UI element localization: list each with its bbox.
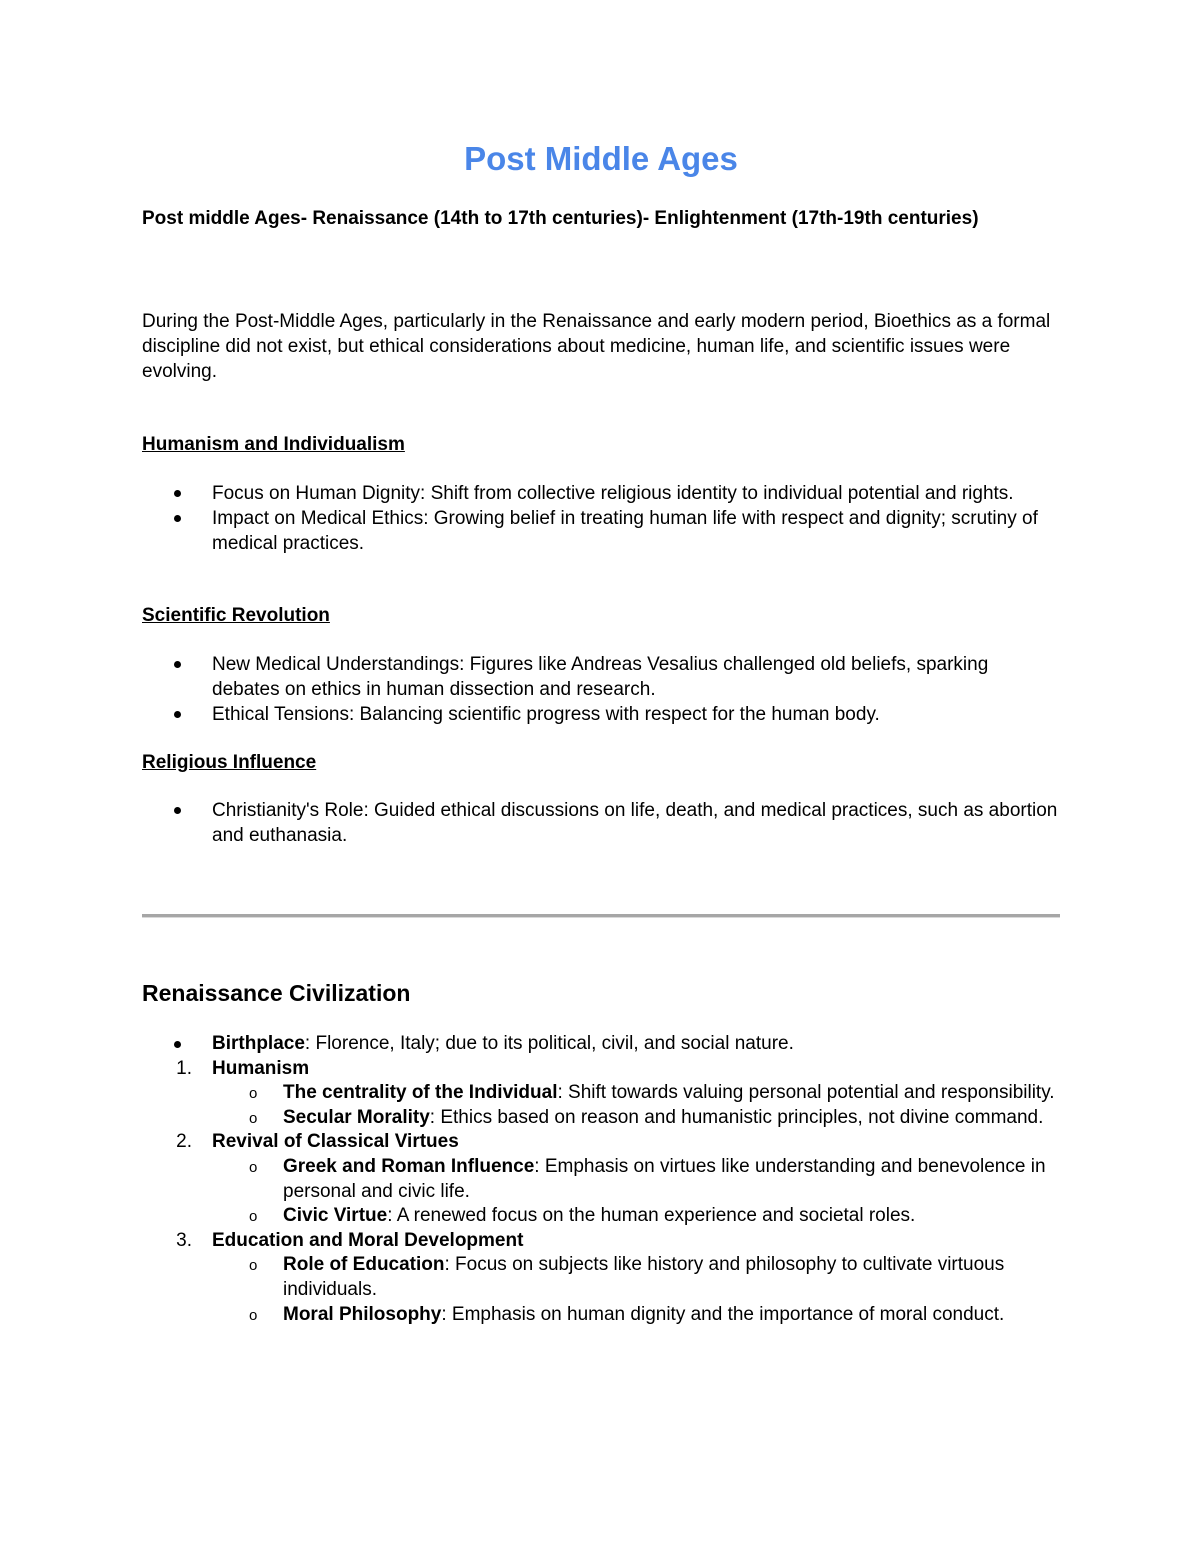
- numbered-item: [142, 1229, 1060, 1254]
- sub-list-item: [142, 1155, 1060, 1204]
- term-description: : Focus on subjects like history and philosophy to cultivate virtuous individuals.: [283, 1254, 1005, 1300]
- list-item-birthplace: [142, 1032, 1060, 1057]
- circle-bullet-icon: o: [249, 1109, 258, 1127]
- section-heading-scientific-revolution: Scientific Revolution: [142, 605, 330, 626]
- numbered-item: [142, 1057, 1060, 1082]
- bullet-icon: [174, 661, 181, 668]
- term-description: : A renewed focus on the human experience and societal roles.: [387, 1205, 916, 1227]
- list-number: 3.: [176, 1229, 192, 1251]
- sub-list-item: [142, 1081, 1060, 1106]
- term-label: Moral Philosophy: [283, 1303, 442, 1325]
- numbered-item-title: Humanism: [212, 1057, 310, 1079]
- intro-paragraph: During the Post-Middle Ages, particularly in the Renaissance and early modern period, Bioethics as a formal discipline did not exist, but ethical considerations about medicine, human life, and scientific issues were evolving.: [142, 311, 1051, 382]
- bullet-icon: [174, 807, 181, 814]
- sub-list-item: [142, 1303, 1060, 1328]
- sub-list-item: [142, 1204, 1060, 1229]
- list-number: 2.: [176, 1131, 192, 1153]
- section-heading-humanism: Humanism and Individualism: [142, 434, 405, 455]
- term-label: Role of Education: [283, 1254, 445, 1276]
- numbered-item-title: Revival of Classical Virtues: [212, 1131, 459, 1153]
- list-number: 1.: [176, 1057, 192, 1079]
- term-description: : Ethics based on reason and humanistic principles, not divine command.: [429, 1106, 1044, 1128]
- circle-bullet-icon: o: [249, 1158, 258, 1176]
- list-item: [142, 506, 1060, 556]
- term-label: Greek and Roman Influence: [283, 1155, 535, 1177]
- list-item-text: Ethical Tensions: Balancing scientific progress with respect for the human body.: [212, 704, 880, 725]
- term-label: Secular Morality: [283, 1106, 430, 1128]
- circle-bullet-icon: o: [249, 1085, 258, 1103]
- page-subtitle: Post middle Ages- Renaissance (14th to 17th centuries)- Enlightenment (17th-19th centuries): [142, 208, 979, 229]
- numbered-item-title: Education and Moral Development: [212, 1229, 524, 1251]
- sub-list-item: [142, 1106, 1060, 1131]
- list-item-text: Focus on Human Dignity: Shift from collective religious identity to individual potential and rights.: [212, 483, 1014, 504]
- bullet-icon: [174, 1041, 181, 1048]
- section-heading-renaissance-civilization: Renaissance Civilization: [142, 980, 411, 1006]
- term-label: Birthplace: [212, 1033, 305, 1054]
- term-description: : Emphasis on virtues like understanding and benevolence in personal and civic life.: [283, 1155, 1046, 1202]
- scientific-revolution-bullet-list: [142, 652, 1060, 727]
- religious-influence-bullet-list: [142, 798, 1060, 848]
- list-item-text: Christianity's Role: Guided ethical discussions on life, death, and medical practices, such as abortion and euthanasia.: [212, 800, 1058, 846]
- list-item-text: Impact on Medical Ethics: Growing belief in treating human life with respect and dignity; scrutiny of medical practices.: [212, 508, 1038, 554]
- term-label: The centrality of the Individual: [283, 1082, 558, 1104]
- page-title: Post Middle Ages: [464, 140, 738, 177]
- list-item: [142, 652, 1060, 702]
- term-description: : Shift towards valuing personal potential and responsibility.: [557, 1082, 1055, 1104]
- term-description: : Florence, Italy; due to its political, civil, and social nature.: [304, 1033, 794, 1054]
- list-item-text: New Medical Understandings: Figures like Andreas Vesalius challenged old beliefs, sparking debates on ethics in human dissection and research.: [212, 654, 989, 700]
- bullet-icon: [174, 515, 181, 522]
- numbered-item: [142, 1130, 1060, 1155]
- bullet-icon: [174, 490, 181, 497]
- circle-bullet-icon: o: [249, 1208, 258, 1226]
- list-item: [142, 702, 1060, 727]
- circle-bullet-icon: o: [249, 1257, 258, 1275]
- bullet-icon: [174, 711, 181, 718]
- sub-list-item: [142, 1253, 1060, 1302]
- term-label: Civic Virtue: [283, 1205, 388, 1227]
- term-description: : Emphasis on human dignity and the importance of moral conduct.: [441, 1303, 1005, 1325]
- list-item: [142, 481, 1060, 506]
- horizontal-divider: [142, 914, 1060, 918]
- section-heading-religious-influence: Religious Influence: [142, 752, 317, 773]
- circle-bullet-icon: o: [249, 1306, 258, 1324]
- renaissance-list: [142, 1032, 1060, 1327]
- humanism-bullet-list: [142, 481, 1060, 556]
- list-item: [142, 798, 1060, 848]
